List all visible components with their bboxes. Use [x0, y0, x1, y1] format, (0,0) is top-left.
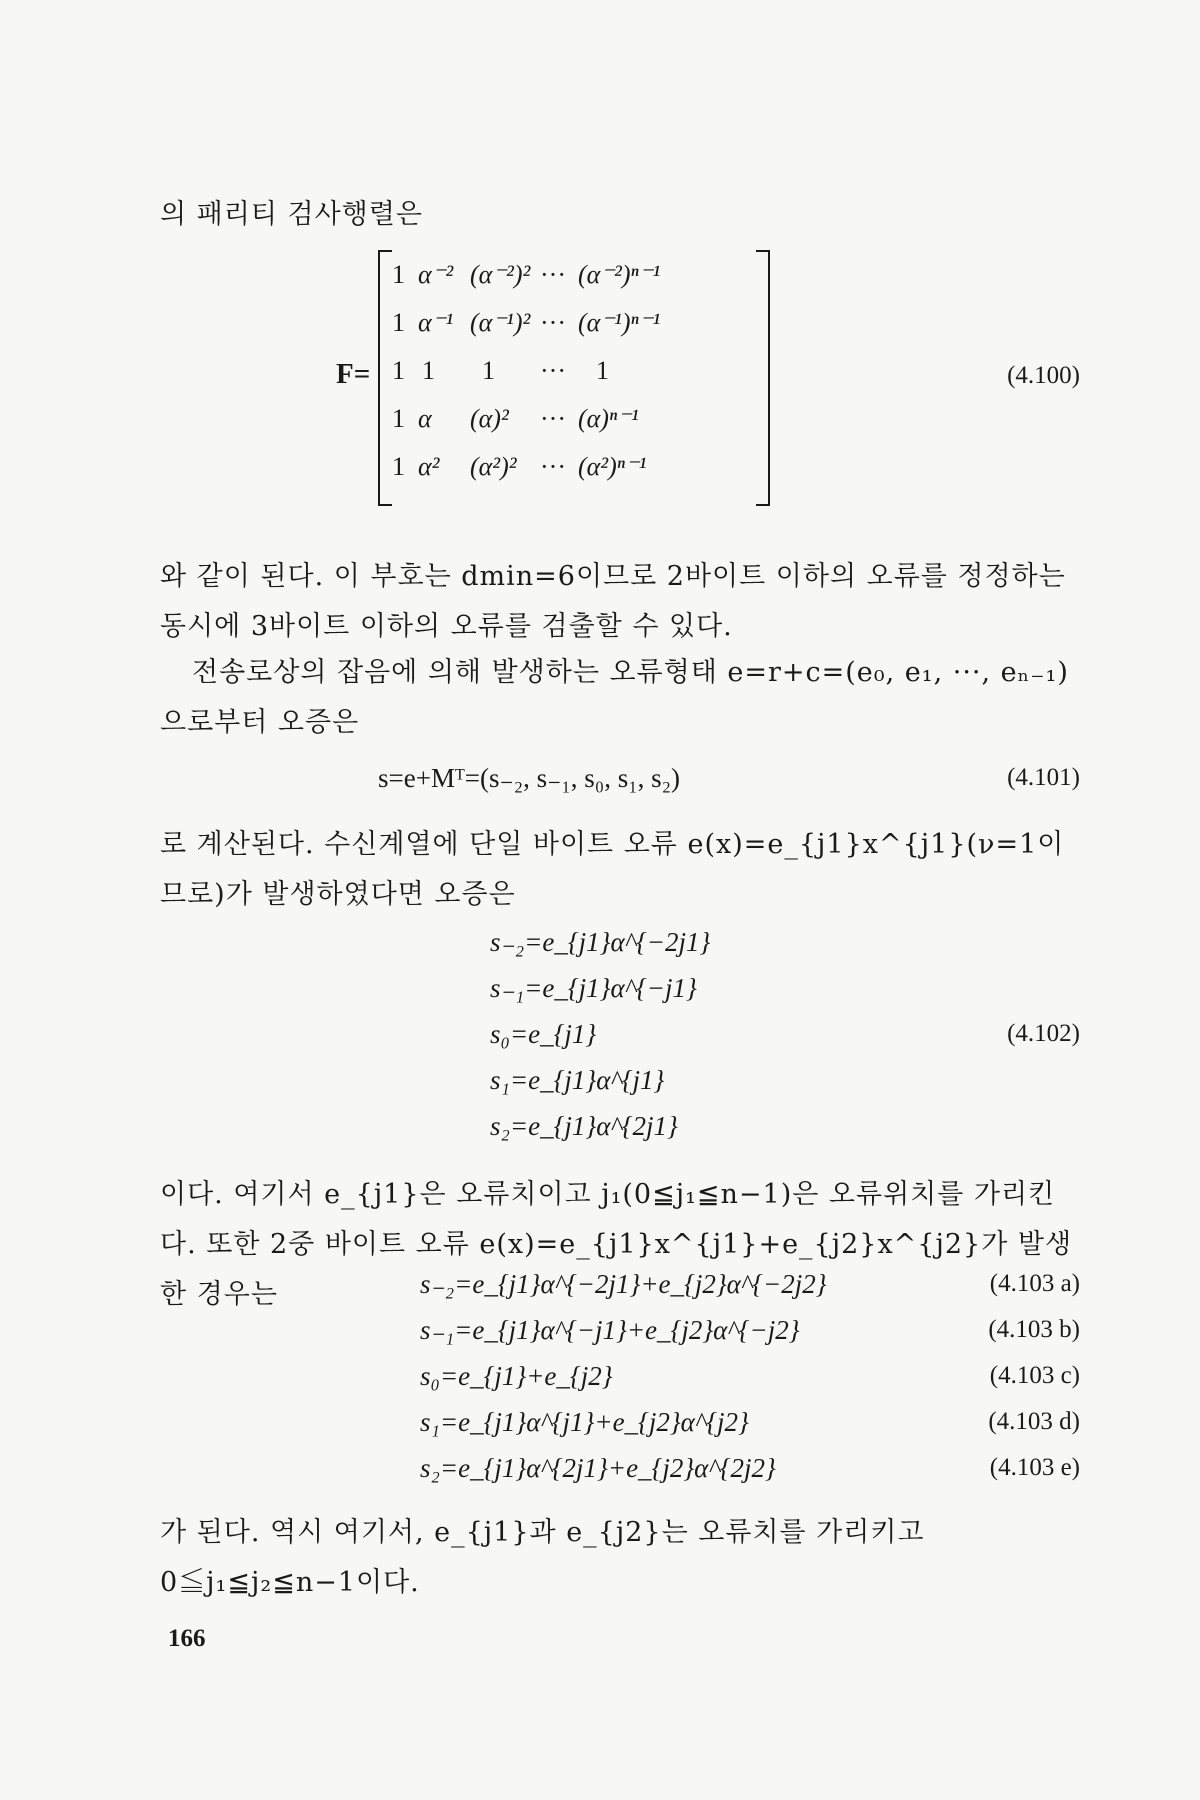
equation-line: s₋₂=e_{j1}α^{−2j1}+e_{j2}α^{−2j2}	[420, 1269, 827, 1299]
matrix-cell: ···	[540, 308, 566, 337]
paragraph: 이다. 여기서 e_{j1}은 오류치이고 j₁(0≦j₁≦n−1)은 오류위치를 가리킨다. 또한 2중 바이트 오류 e(x)=e_{j1}x^{j1}+e_{j2}x^{j2}가 발생한 경우는	[160, 1179, 1073, 1310]
equation-line: s₁=e_{j1}α^{j1}	[490, 1065, 665, 1095]
equation-number: (4.103 c)	[989, 1362, 1080, 1389]
matrix-cell: 1	[596, 356, 609, 385]
matrix-row	[378, 302, 770, 346]
equation-line: s₋₁=e_{j1}α^{−j1}	[490, 973, 697, 1003]
equation-line: s₂=e_{j1}α^{2j1}+e_{j2}α^{2j2}	[420, 1453, 776, 1483]
page-number: 166	[168, 1625, 206, 1652]
equation-line: s₋₁=e_{j1}α^{−j1}+e_{j2}α^{−j2}	[420, 1315, 800, 1345]
matrix-cell: (α⁻²)²	[470, 260, 531, 289]
matrix-row	[378, 254, 770, 298]
matrix-cell: ···	[540, 260, 566, 289]
matrix-cell: (α)ⁿ⁻¹	[578, 404, 639, 433]
paragraph: 가 된다. 역시 여기서, e_{j1}과 e_{j2}는 오류치를 가리키고 0≦j₁≦j₂≦n−1이다.	[160, 1517, 925, 1598]
matrix-cell: α⁻¹	[418, 308, 454, 337]
equation-line: s₀=e_{j1}+e_{j2}	[420, 1361, 613, 1391]
intro-line: 의 패리티 검사행렬은	[160, 199, 423, 230]
matrix-cell: (α²)ⁿ⁻¹	[578, 452, 647, 481]
matrix-cell: 1	[392, 308, 405, 337]
matrix-cell: (α⁻¹)²	[470, 308, 531, 337]
equation-number: (4.102)	[1007, 1020, 1080, 1047]
equation-number: (4.103 d)	[988, 1408, 1080, 1435]
matrix-cell: (α²)²	[470, 452, 517, 481]
equation-line: s₋₂=e_{j1}α^{−2j1}	[490, 927, 711, 957]
matrix-row	[378, 398, 770, 442]
equation-number: (4.103 e)	[989, 1454, 1080, 1481]
equation-line: s₂=e_{j1}α^{2j1}	[490, 1111, 678, 1141]
matrix-cell: 1	[392, 260, 405, 289]
equation-number: (4.101)	[1007, 764, 1080, 791]
matrix-cell: ···	[540, 356, 566, 385]
equation-4-101: s=e+Mᵀ=(s₋₂, s₋₁, s₀, s₁, s₂)	[378, 763, 681, 793]
matrix-cell: 1	[392, 404, 405, 433]
equation-number: (4.103 b)	[988, 1316, 1080, 1343]
equation-number: (4.100)	[1007, 362, 1080, 389]
matrix-row	[378, 446, 770, 490]
matrix-cell: 1	[392, 356, 405, 385]
matrix-row	[378, 350, 770, 394]
equation-line: s₀=e_{j1}	[490, 1019, 597, 1049]
matrix-cell: 1	[392, 452, 405, 481]
matrix-cell: (α⁻²)ⁿ⁻¹	[578, 260, 661, 289]
paragraph: 로 계산된다. 수신계열에 단일 바이트 오류 e(x)=e_{j1}x^{j1}(ν=1이므로)가 발생하였다면 오증은	[160, 829, 1065, 910]
paragraph: 와 같이 된다. 이 부호는 dmin=6이므로 2바이트 이하의 오류를 정정하는 동시에 3바이트 이하의 오류를 검출할 수 있다.	[160, 561, 1066, 642]
matrix-cell: 1	[482, 356, 495, 385]
paragraph: 전송로상의 잡음에 의해 발생하는 오류형태 e=r+c=(e₀, e₁, ···, eₙ₋₁)으로부터 오증은	[160, 657, 1069, 738]
matrix-cell: α	[418, 404, 432, 433]
matrix-cell: 1	[422, 356, 435, 385]
parity-check-matrix	[378, 250, 770, 502]
matrix-name: F=	[336, 358, 371, 390]
matrix-cell: α⁻²	[418, 260, 454, 289]
equation-line: s₁=e_{j1}α^{j1}+e_{j2}α^{j2}	[420, 1407, 749, 1437]
matrix-cell: α²	[418, 452, 440, 481]
matrix-cell: (α⁻¹)ⁿ⁻¹	[578, 308, 661, 337]
matrix-cell: (α)²	[470, 404, 509, 433]
matrix-cell: ···	[540, 452, 566, 481]
matrix-cell: ···	[540, 404, 566, 433]
equation-number: (4.103 a)	[989, 1270, 1080, 1297]
